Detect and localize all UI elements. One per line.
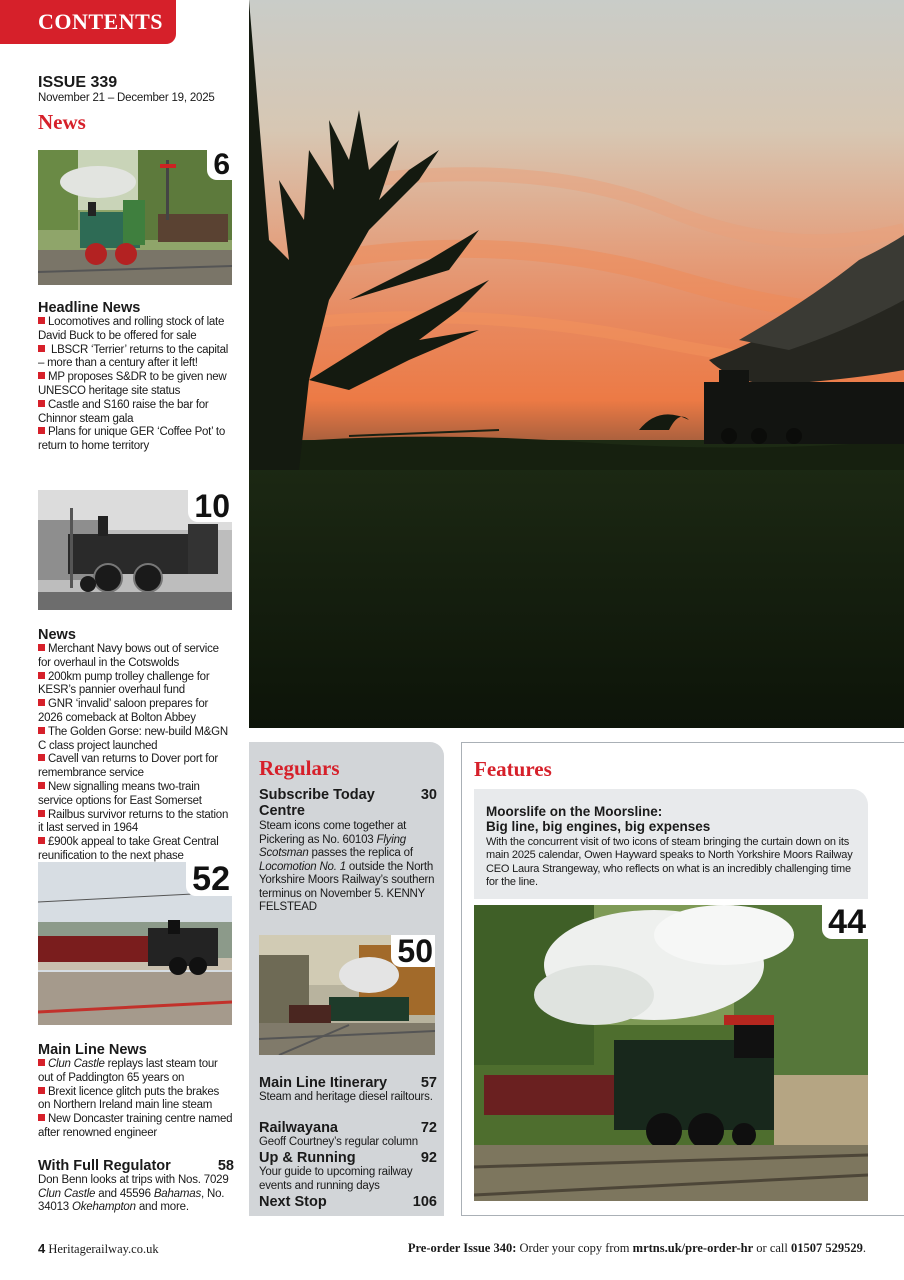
page-number: 30 xyxy=(420,787,437,803)
list-item[interactable]: 200km pump trolley challenge for KESR’s pannier overhaul fund xyxy=(38,670,210,697)
list-item[interactable]: Plans for unique GER ‘Coffee Pot’ to return to home territory xyxy=(38,426,226,453)
thumb-regulars[interactable] xyxy=(259,935,435,1055)
itinerary-heading: Main Line Itinerary 57 xyxy=(259,1075,437,1091)
list-item[interactable]: The Golden Gorse: new-build M&GN C class project launched xyxy=(38,725,228,752)
list-item[interactable]: New Doncaster training centre named after renowned engineer xyxy=(38,1113,233,1139)
page-badge-50: 50 xyxy=(391,935,435,967)
railwayana-block[interactable] xyxy=(259,1120,437,1150)
contents-tab: CONTENTS xyxy=(0,0,176,44)
feature-headline-2: Big line, big engines, big expenses xyxy=(486,819,711,834)
thumb-headline-news[interactable] xyxy=(38,150,232,285)
up-running-block[interactable] xyxy=(259,1150,437,1193)
next-stop-block[interactable] xyxy=(259,1194,437,1210)
page-badge-44: 44 xyxy=(822,905,868,939)
list-item[interactable]: Merchant Navy bows out of service for overhaul in the Cotswolds xyxy=(38,643,219,669)
up-running-heading: Up & Running 92 xyxy=(259,1150,437,1166)
bullet-square-icon xyxy=(38,672,45,679)
list-item[interactable]: Castle and S160 raise the bar for Chinnor steam gala xyxy=(38,398,209,425)
site-name: Heritagerailway.co.uk xyxy=(48,1242,159,1256)
bullet-square-icon xyxy=(38,810,45,817)
preorder-link[interactable]: mrtns.uk/pre-order-hr xyxy=(632,1241,754,1255)
issue-number: ISSUE 339 xyxy=(38,74,118,91)
footer-preorder: Pre-order Issue 340: Order your copy from mrtns.uk/pre-order-hr or call 01507 529529. xyxy=(407,1241,866,1255)
feature-summary[interactable] xyxy=(474,789,868,899)
thumb-news[interactable] xyxy=(38,490,232,610)
news-section-title: News xyxy=(38,110,86,134)
bullet-square-icon xyxy=(38,372,45,379)
regulars-title: Regulars xyxy=(259,756,340,780)
bullet-square-icon xyxy=(38,400,45,407)
issue-info xyxy=(38,74,234,134)
list-item[interactable]: MP proposes S&DR to be given new UNESCO heritage site status xyxy=(38,371,227,397)
features-title: Features xyxy=(474,757,552,781)
next-stop-heading: Next Stop 106 xyxy=(259,1194,437,1210)
footer-left xyxy=(38,1241,159,1257)
hero-sunset-photo xyxy=(249,0,904,728)
thumb-main-line-news[interactable] xyxy=(38,862,232,1025)
narrow-gauge-loco-photo xyxy=(38,150,232,285)
features-panel xyxy=(461,742,904,1216)
bullet-square-icon xyxy=(38,1114,45,1121)
page-badge-10: 10 xyxy=(188,490,232,522)
feature-headline-1: Moorslife on the Moorsline: xyxy=(486,804,663,819)
page-number: 4 xyxy=(38,1241,46,1256)
bullet-square-icon xyxy=(38,317,45,324)
main-line-news-title: Main Line News xyxy=(38,1042,147,1058)
bullet-square-icon xyxy=(38,427,45,434)
list-item[interactable]: LBSCR ‘Terrier’ returns to the capital – more than a century after it left! xyxy=(38,343,229,370)
page-badge-52: 52 xyxy=(186,862,232,896)
issue-dates: November 21 – December 19, 2025 xyxy=(38,92,215,104)
page-number: 106 xyxy=(412,1194,437,1210)
main-line-news-block xyxy=(38,1042,234,1141)
bullet-square-icon xyxy=(38,644,45,651)
bullet-square-icon xyxy=(38,345,45,352)
itinerary-desc: Steam and heritage diesel railtours. xyxy=(259,1091,433,1103)
phone-number: 01507 529529 xyxy=(791,1241,863,1255)
list-item[interactable]: GNR ‘invalid’ saloon prepares for 2026 comeback at Bolton Abbey xyxy=(38,698,209,724)
tornado-steam-loco-photo xyxy=(474,905,868,1201)
itinerary-block[interactable] xyxy=(259,1075,437,1105)
list-item[interactable]: Railbus survivor returns to the station it last served in 1964 xyxy=(38,808,229,835)
list-item[interactable]: New signalling means two-train service options for East Somerset xyxy=(38,780,202,807)
list-item[interactable]: £900k appeal to take Great Central reunification to the next phase xyxy=(38,836,219,862)
page-number: 57 xyxy=(420,1075,437,1091)
bullet-square-icon xyxy=(38,754,45,761)
bullet-square-icon xyxy=(38,782,45,789)
bullet-square-icon xyxy=(38,699,45,706)
news-block xyxy=(38,627,234,864)
bullet-square-icon xyxy=(38,1087,45,1094)
bullet-square-icon xyxy=(38,727,45,734)
headline-news-title: Headline News xyxy=(38,300,141,316)
page-number: 92 xyxy=(420,1150,437,1166)
with-full-regulator-block[interactable] xyxy=(38,1158,234,1215)
page-number: 58 xyxy=(217,1158,234,1174)
list-item[interactable]: Clun Castle replays last steam tour out of Paddington 65 years on xyxy=(38,1058,218,1084)
list-item[interactable]: Locomotives and rolling stock of late David Buck to be offered for sale xyxy=(38,316,225,342)
page-badge-6: 6 xyxy=(207,150,232,180)
railwayana-desc: Geoff Courtney’s regular column xyxy=(259,1136,418,1148)
with-full-regulator-desc: Don Benn looks at trips with Nos. 7029 Clun Castle and 45596 Bahamas, No. 34013 Okehampton and more. xyxy=(38,1174,229,1213)
railwayana-heading: Railwayana 72 xyxy=(259,1120,437,1136)
regulars-panel xyxy=(249,742,444,1216)
subscribe-block[interactable] xyxy=(259,787,437,915)
bullet-square-icon xyxy=(38,837,45,844)
list-item[interactable]: Cavell van returns to Dover port for remembrance service xyxy=(38,753,218,780)
regulars-header xyxy=(259,756,437,780)
feature-desc: With the concurrent visit of two icons of steam bringing the curtain down on its main 2025 calendar, Owen Hayward speaks to North Yorkshire Moors Railway CEO Laura Strangeway, who reflects on what is an incredibly challenging time for the line. xyxy=(486,836,853,889)
thumb-feature[interactable] xyxy=(474,905,868,1201)
subscribe-desc: Steam icons come together at Pickering as No. 60103 Flying Scotsman passes the replica of Locomotion No. 1 outside the North Yorkshire Moors Railway’s southern terminus on November 5. KENNY FELSTEAD xyxy=(259,820,435,913)
news-title: News xyxy=(38,627,76,643)
sunset-steam-train-illustration xyxy=(249,0,904,728)
headline-news-block xyxy=(38,300,234,454)
with-full-regulator-heading: With Full Regulator 58 xyxy=(38,1158,234,1174)
subscribe-heading: Subscribe Today Centre 30 xyxy=(259,787,437,819)
page-number: 72 xyxy=(420,1120,437,1136)
bullet-square-icon xyxy=(38,1059,45,1066)
list-item[interactable]: Brexit licence glitch puts the brakes on Northern Ireland main line steam xyxy=(38,1085,220,1112)
up-running-desc: Your guide to upcoming railway events and running days xyxy=(259,1166,413,1192)
